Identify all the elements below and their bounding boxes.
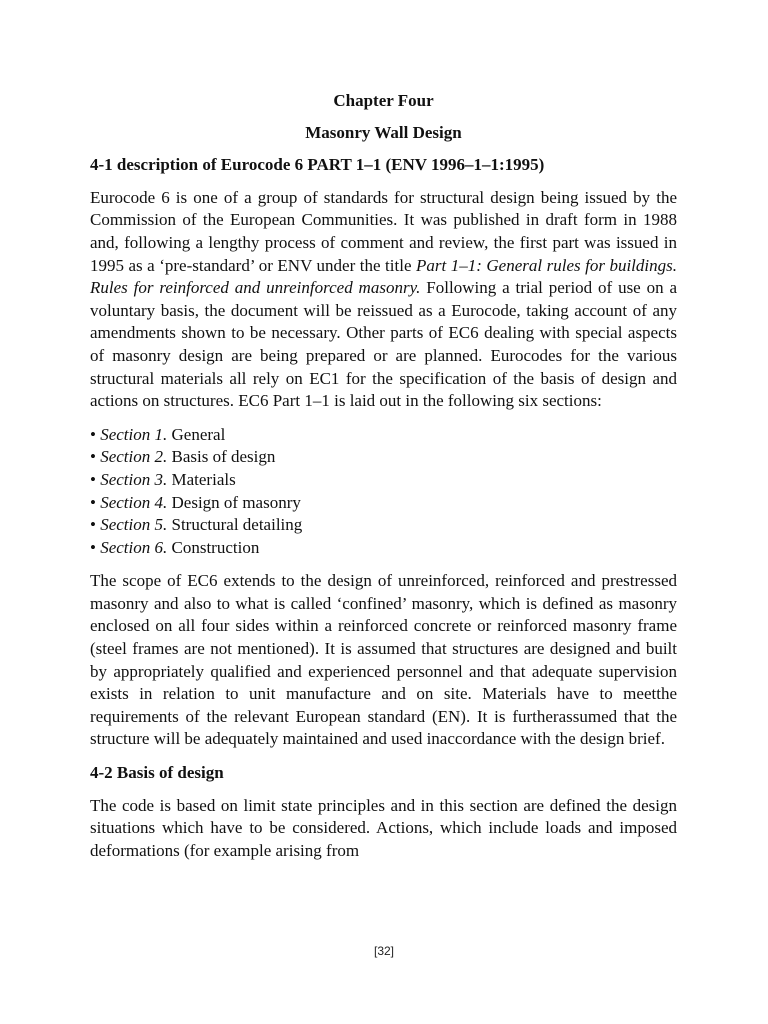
section-label: Section 1. <box>100 424 168 444</box>
section-label: Section 2. <box>100 447 168 467</box>
section-label: Section 4. <box>100 492 168 512</box>
paragraph-scope: The scope of EC6 extends to the design of unreinforced, reinforced and prestressed masonry and also to what is called ‘confined’ masonry, which is defined as masonry enclosed on all four sides within a reinforced concrete or reinforced masonry frame (steel frames are not mentioned). It is assumed that structures are designed and built by appropriately qualified and experienced personnel and that adequate supervision exists in relation to unit manufacture and on site. Materials have to meetthe requirements of the relevant European standard (EN). It is furtherassumed that the structure will be adequately maintained and used inaccordance with the design brief. <box>90 571 677 749</box>
section-list <box>90 424 677 560</box>
bullet: • <box>90 469 96 489</box>
document-page <box>90 90 677 873</box>
section-label: Section 3. <box>100 469 168 489</box>
chapter-subtitle: Masonry Wall Design <box>305 122 462 142</box>
list-item <box>90 492 677 515</box>
section-title: Structural detailing <box>171 515 303 535</box>
section-heading-4-2: 4-2 Basis of design <box>90 763 224 783</box>
section-title: Construction <box>171 537 260 557</box>
section-title: Materials <box>171 469 236 489</box>
page-number: [32] <box>373 944 394 958</box>
bullet: • <box>90 424 96 444</box>
bullet: • <box>90 515 96 535</box>
section-title: Basis of design <box>171 447 276 467</box>
section-label: Section 5. <box>100 515 168 535</box>
paragraph-eurocode-intro <box>90 187 677 413</box>
list-item <box>90 537 677 560</box>
list-item <box>90 469 677 492</box>
section-heading-4-1: 4-1 description of Eurocode 6 PART 1–1 (ENV 1996–1–1:1995) <box>90 155 545 175</box>
paragraph-basis-of-design: The code is based on limit state principles and in this section are defined the design situations which have to be considered. Actions, which include loads and imposed deformations (for example arising from <box>90 795 677 860</box>
list-item <box>90 514 677 537</box>
paragraph-text: Following a trial period of use on a voluntary basis, the document will be reissued as a Eurocode, taking account of any amendments shown to be necessary. Other parts of EC6 dealing with special aspects of masonry design are being prepared or are planned. Eurocodes for the various structural materials all rely on EC1 for the specification of the basis of design and actions on structures. EC6 Part 1–1 is laid out in the following six sections: <box>90 278 678 411</box>
list-item <box>90 446 677 469</box>
section-label: Section 6. <box>100 537 168 557</box>
paragraph-italic-title: Part 1–1: General rules for buildings. Rules for reinforced and unreinforced masonry. <box>90 255 677 298</box>
bullet: • <box>90 492 96 512</box>
section-title: General <box>171 424 226 444</box>
section-title: Design of masonry <box>171 492 301 512</box>
list-item <box>90 424 677 447</box>
paragraph-text: Eurocode 6 is one of a group of standards for structural design being issued by the Commission of the European Communities. It was published in draft form in 1988 and, following a lengthy process of comment and review, the first part was issued in 1995 as a ‘pre-standard’ or ENV under the title <box>90 187 677 275</box>
bullet: • <box>90 447 96 467</box>
bullet: • <box>90 537 96 557</box>
chapter-title: Chapter Four <box>333 91 434 110</box>
